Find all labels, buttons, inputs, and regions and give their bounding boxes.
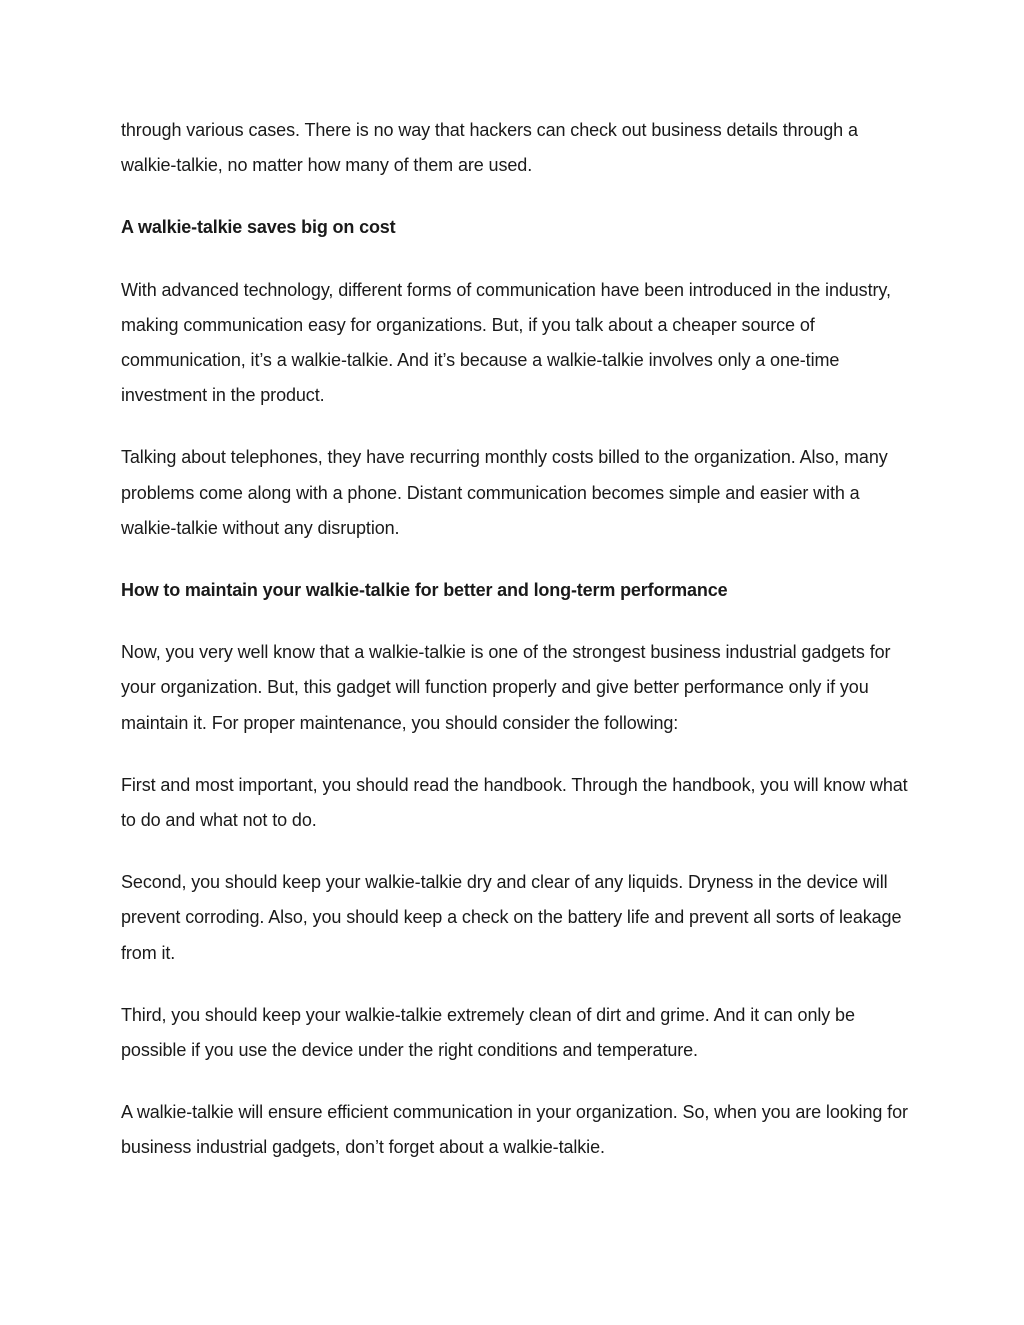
paragraph-security-continued: through various cases. There is no way that hackers can check out business details through a walkie-talkie, no matter how many of them are used. — [121, 120, 858, 176]
heading-saves-cost: A walkie-talkie saves big on cost — [121, 217, 396, 238]
document-page — [121, 113, 911, 1193]
paragraph-third-tip: Third, you should keep your walkie-talkie extremely clean of dirt and grime. And it can only be possible if you use the device under the right conditions and temperature. — [121, 1004, 855, 1061]
heading-maintenance: How to maintain your walkie-talkie for better and long-term performance — [121, 580, 728, 601]
paragraph-telephones: Talking about telephones, they have recurring monthly costs billed to the organization. Also, many problems come along with a phone. Distant communication becomes simple and easier with a walkie-talkie without any disruption. — [121, 447, 888, 538]
paragraph-maintenance-intro: Now, you very well know that a walkie-talkie is one of the strongest business industrial gadgets for your organization. But, this gadget will function properly and give better performance only if you maintain it. For proper maintenance, you should consider the following: — [121, 642, 891, 733]
paragraph-second-tip: Second, you should keep your walkie-talkie dry and clear of any liquids. Dryness in the device will prevent corroding. Also, you should keep a check on the battery life and prevent all sorts of leakage from it. — [121, 872, 902, 963]
paragraph-conclusion: A walkie-talkie will ensure efficient communication in your organization. So, when you are looking for business industrial gadgets, don’t forget about a walkie-talkie. — [121, 1102, 908, 1158]
paragraph-first-tip: First and most important, you should read the handbook. Through the handbook, you will know what to do and what not to do. — [121, 774, 908, 831]
paragraph-cheaper-communication: With advanced technology, different forms of communication have been introduced in the industry, making communication easy for organizations. But, if you talk about a cheaper source of communication, it’s a walkie-talkie. And it’s because a walkie-talkie involves only a one-time investment in the product. — [121, 279, 891, 406]
